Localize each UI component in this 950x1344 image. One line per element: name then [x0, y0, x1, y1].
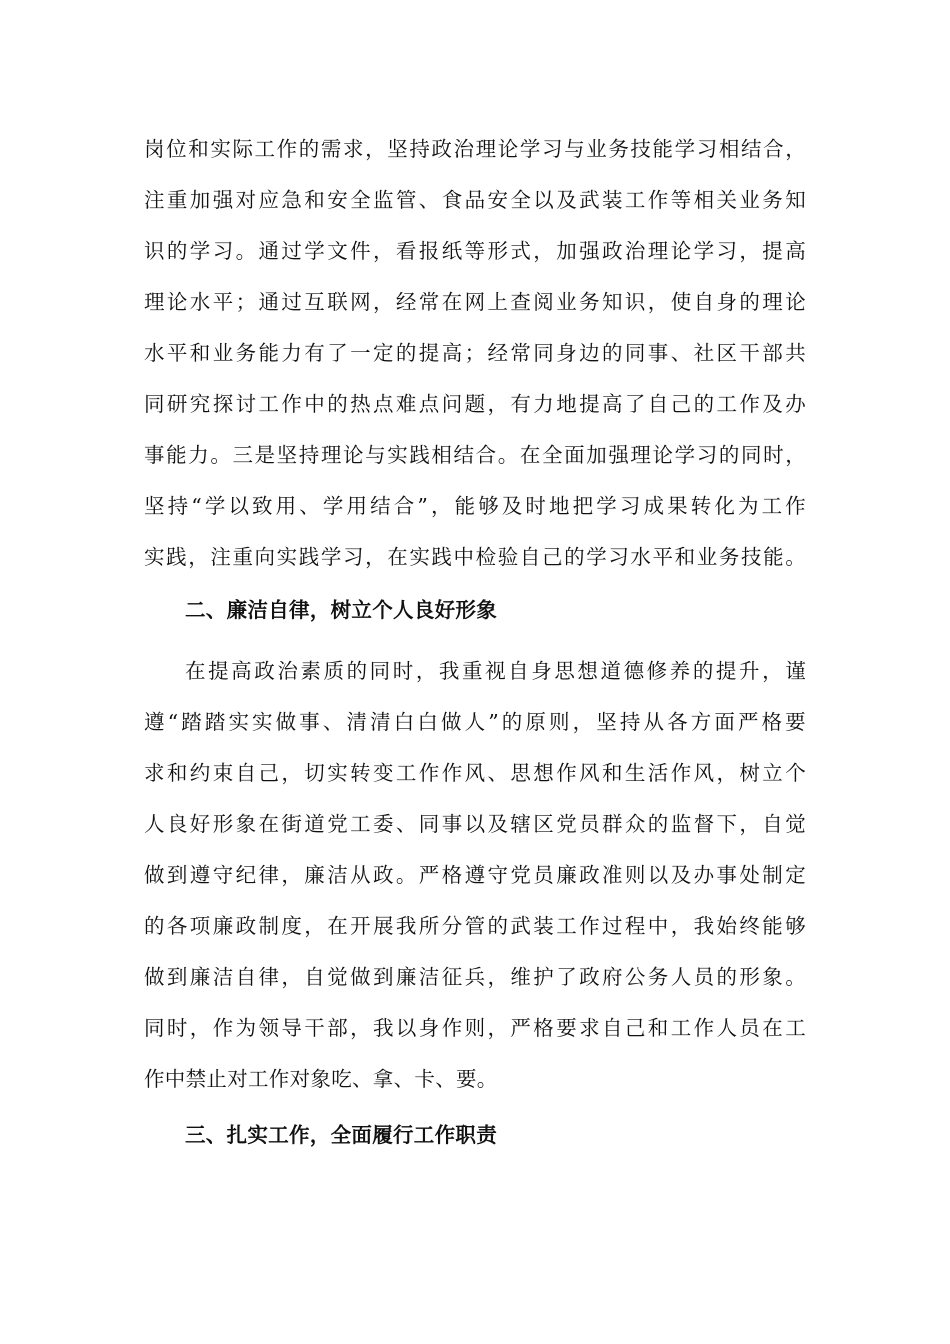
paragraph-line: 做到廉洁自律，自觉做到廉洁征兵，维护了政府公务人员的形象。	[144, 965, 806, 989]
paragraph-study	[144, 124, 806, 583]
paragraph-line: 坚持“学以致用、学用结合”，能够及时地把学习成果转化为工作	[144, 494, 806, 518]
paragraph-line: 做到遵守纪律，廉洁从政。严格遵守党员廉政准则以及办事处制定	[144, 863, 806, 887]
paragraph-integrity	[144, 646, 806, 1105]
paragraph-line: 遵“踏踏实实做事、清清白白做人”的原则，坚持从各方面严格要	[144, 710, 806, 734]
paragraph-line: 水平和业务能力有了一定的提高；经常同身边的同事、社区干部共	[144, 341, 806, 365]
paragraph-line: 识的学习。通过学文件，看报纸等形式，加强政治理论学习，提高	[144, 239, 806, 263]
paragraph-line: 岗位和实际工作的需求，坚持政治理论学习与业务技能学习相结合，	[144, 137, 806, 161]
paragraph-line: 在提高政治素质的同时，我重视自身思想道德修养的提升，谨	[185, 659, 806, 683]
section-heading-work: 三、扎实工作，全面履行工作职责	[185, 1123, 497, 1147]
paragraph-line: 同时，作为领导干部，我以身作则，严格要求自己和工作人员在工	[144, 1016, 806, 1040]
paragraph-line: 求和约束自己，切实转变工作作风、思想作风和生活作风，树立个	[144, 761, 806, 785]
paragraph-line: 作中禁止对工作对象吃、拿、卡、要。	[144, 1067, 498, 1091]
paragraph-line: 实践，注重向实践学习，在实践中检验自己的学习水平和业务技能。	[144, 545, 806, 569]
paragraph-line: 同研究探讨工作中的热点难点问题，有力地提高了自己的工作及办	[144, 392, 806, 416]
paragraph-line: 事能力。三是坚持理论与实践相结合。在全面加强理论学习的同时，	[144, 443, 806, 467]
paragraph-line: 人良好形象在街道党工委、同事以及辖区党员群众的监督下，自觉	[144, 812, 806, 836]
section-heading-integrity: 二、廉洁自律，树立个人良好形象	[185, 598, 497, 622]
paragraph-line: 注重加强对应急和安全监管、食品安全以及武装工作等相关业务知	[144, 188, 806, 212]
paragraph-line: 理论水平；通过互联网，经常在网上查阅业务知识，使自身的理论	[144, 290, 806, 314]
paragraph-line: 的各项廉政制度，在开展我所分管的武装工作过程中，我始终能够	[144, 914, 806, 938]
